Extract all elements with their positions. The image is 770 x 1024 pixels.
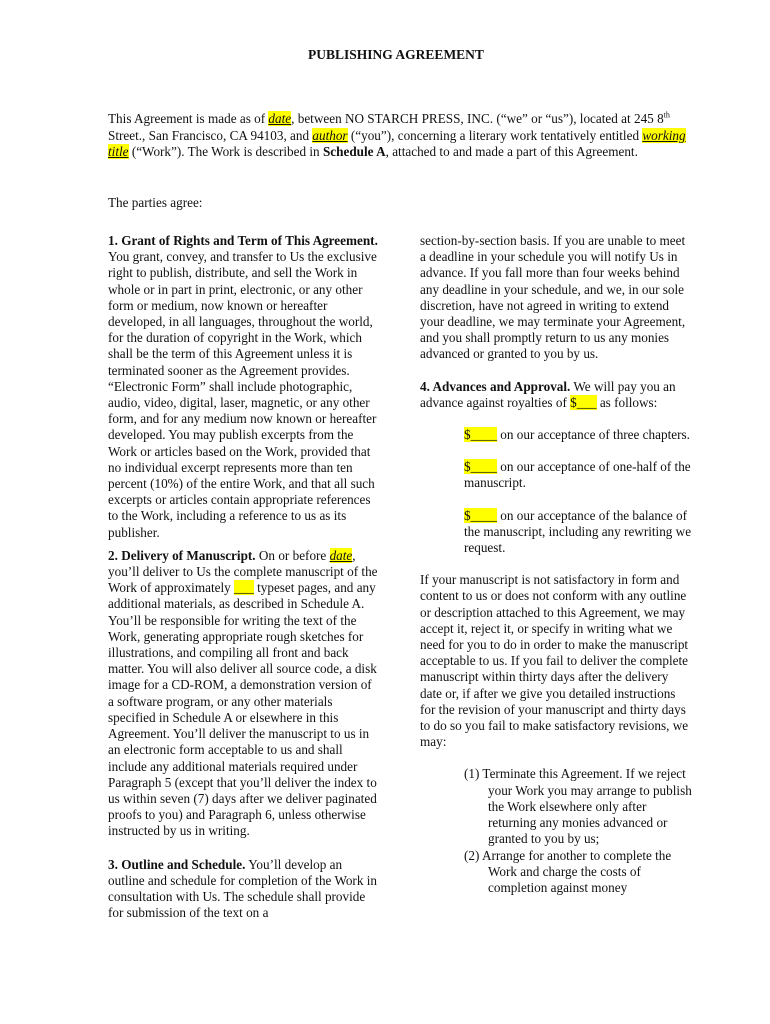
- payment-item: [464, 459, 692, 491]
- section-outline-continued: section-by-section basis. If you are unable to meet a deadline in your schedule you will notify Us in advance. If you fall more than four weeks behind any deadline in your schedule, and we, in our sole discretion, have not agreed in writing to extend your deadline, we may terminate your Agreement, and you shall promptly return to us any monies advanced or granted to you by us.: [420, 233, 686, 362]
- ordinal-suffix: th: [663, 110, 670, 120]
- section-delivery: [108, 548, 380, 840]
- advance-amount-field[interactable]: $___: [570, 394, 597, 410]
- section-body: On or before: [255, 547, 330, 563]
- section-grant-of-rights: [108, 233, 380, 541]
- schedule-reference: Schedule A: [322, 144, 386, 159]
- left-column: [108, 233, 380, 921]
- section-body: We will pay you an advance against royalties of: [420, 378, 676, 410]
- payment-text: on our acceptance of three chapters.: [496, 427, 690, 443]
- intro-text: , between NO STARCH PRESS, INC. (“we” or “us”), located at 245 8: [291, 111, 664, 126]
- right-column: [420, 233, 692, 896]
- intro-text: , attached to and made a part of this Agreement.: [385, 144, 638, 159]
- payment-amount-field[interactable]: $____: [464, 427, 497, 443]
- document-title: PUBLISHING AGREEMENT: [308, 47, 484, 62]
- delivery-date-field[interactable]: date: [329, 547, 353, 563]
- section-heading: 1. Grant of Rights and Term of This Agreement.: [108, 233, 378, 248]
- parties-line: The parties agree:: [108, 195, 203, 210]
- section-heading: 2. Delivery of Manuscript.: [108, 547, 256, 563]
- payment-amount-field[interactable]: $____: [464, 459, 497, 475]
- intro-text: (“Work”). The Work is described in: [128, 144, 323, 159]
- section-advances: [420, 379, 692, 411]
- section-body: You’ll develop an outline and schedule for completion of the Work in consultation with Us. The schedule shall provide for submission of the text on a: [108, 856, 377, 921]
- author-field[interactable]: author: [312, 127, 348, 143]
- section-body: You grant, convey, and transfer to Us the exclusive right to publish, distribute, and sell the Work in whole or in part in print, electronic, or any other form or medium, now known or hereafter developed, in all languages, throughout the world, for the duration of copyright in the Work, which shall be the term of this Agreement unless it is terminated sooner as the Agreement provides. “Electronic Form” shall include photographic, audio, video, digital, laser, magnetic, or any other form, and for any medium now known or hereafter developed. You may publish excerpts from the Work or articles based on the Work, provided that no individual excerpt represents more than ten percent (10%) of the entire Work, and that all such excerpts or articles contain appropriate references to the Work, including a reference to us as its publisher.: [108, 249, 377, 540]
- date-field[interactable]: date: [268, 111, 292, 126]
- payment-amount-field[interactable]: $____: [464, 507, 497, 523]
- section-body: as follows:: [596, 394, 658, 410]
- section-body: typeset pages, and any additional materials, as described in Schedule A. You’ll be responsible for writing the text of the Work, generating appropriate rough sketches for illustrations, and compiling all front and back matter. You will also deliver all source code, a disk image for a CD-ROM, a demonstration version of a software program, or any other materials specified in Schedule A or elsewhere in this Agreement. You’ll deliver the manuscript to us in an electronic form acceptable to us and shall include any additional materials required under Paragraph 5 (except that you’ll deliver the index to us within seven (7) days after we deliver paginated proofs to you) and Paragraph 6, unless otherwise instructed by us in writing.: [108, 580, 377, 839]
- payment-item: [464, 427, 692, 443]
- payment-item: [464, 508, 692, 557]
- option-terminate: (1) Terminate this Agreement. If we reject your Work you may arrange to publish the Work elsewhere only after returning any monies advanced or granted to you by us;: [464, 766, 692, 847]
- payment-text: on our acceptance of the balance of the manuscript, including any rewriting we request.: [464, 507, 692, 556]
- intro-text: This Agreement is made as of: [108, 111, 269, 126]
- intro-paragraph: [108, 111, 688, 161]
- page-count-field[interactable]: ___: [234, 580, 254, 596]
- working-title-field[interactable]: working title: [108, 127, 686, 159]
- section-outline-schedule: [108, 857, 380, 922]
- section-heading: 3. Outline and Schedule.: [108, 856, 246, 872]
- acceptance-paragraph: If your manuscript is not satisfactory in form and content to us or does not conform with any outline or description attached to this Agreement, we may accept it, reject it, or specify in writing what we need for you to do in order to make the manuscript acceptable to us. If you fail to deliver the complete manuscript within thirty days after the delivery date or, if after we give you detailed instructions for the revision of your manuscript and thirty days to do so you fail to make satisfactory revisions, we may:: [420, 572, 689, 750]
- intro-text: Street., San Francisco, CA 94103, and: [108, 127, 313, 143]
- section-heading: 4. Advances and Approval.: [420, 378, 571, 394]
- payment-text: on our acceptance of one-half of the manuscript.: [464, 459, 691, 491]
- intro-text: (“you”), concerning a literary work tentatively entitled: [347, 127, 643, 143]
- section-body: , you’ll deliver to Us the complete manuscript of the Work of approximately: [108, 547, 378, 596]
- option-arrange: (2) Arrange for another to complete the Work and charge the costs of completion against money: [464, 847, 672, 895]
